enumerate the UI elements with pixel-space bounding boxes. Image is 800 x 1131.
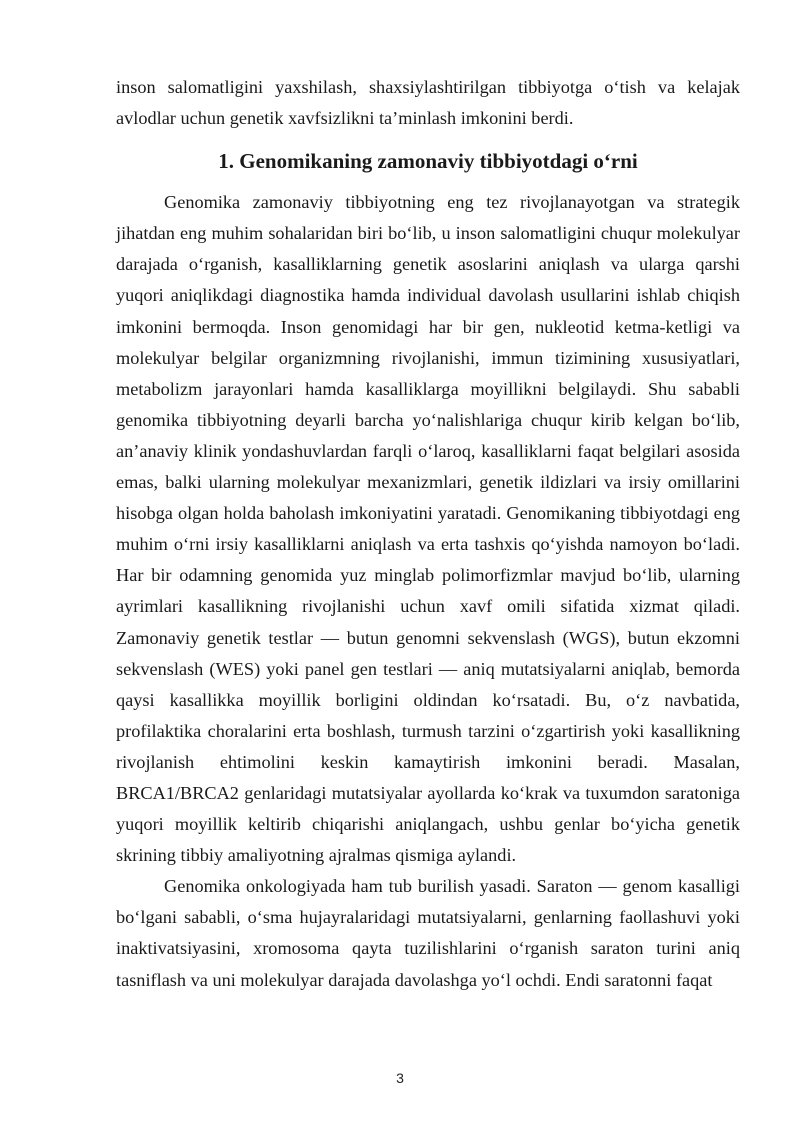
intro-paragraph: inson salomatligini yaxshilash, shaxsiylashtirilgan tibbiyotga o‘tish va kelajak avlodlar uchun genetik xavfsizlikni ta’minlash imkonini berdi.	[116, 77, 740, 129]
page-number: 3	[396, 1070, 404, 1086]
paragraph-genomics-role: Genomika zamonaviy tibbiyotning eng tez rivojlanayotgan va strategik jihatdan eng muhim sohalaridan biri bo‘lib, u inson salomatligini chuqur molekulyar darajada o‘rganish, kasalliklarning genetik asoslarini aniqlash va ularga qarshi yuqori aniqlikdagi diagnostika hamda individual davolash usullarini ishlab chiqish imkonini bermoqda. Inson genomidagi har bir gen, nukleotid ketma-ketligi va molekulyar belgilar organizmning rivojlanishi, immun tizimining xususiyatlari, metabolizm jarayonlari hamda kasalliklarga moyillikni belgilaydi. Shu sababli genomika tibbiyotning deyarli barcha yo‘nalishlariga chuqur kirib kelgan bo‘lib, an’anaviy klinik yondashuvlardan farqli o‘laroq, kasalliklarni faqat belgilari asosida emas, balki ularning molekulyar mexanizmlari, genetik ildizlari va irsiy omillarini hisobga olgan holda baholash imkoniyatini yaratadi. Genomikaning tibbiyotdagi eng muhim o‘rni irsiy kasalliklarni aniqlash va erta tashxis qo‘yishda namoyon bo‘ladi. Har bir odamning genomida yuz minglab polimorfizmlar mavjud bo‘lib, ularning ayrimlari kasallikning rivojlanishi uchun xavf omili sifatida xizmat qiladi. Zamonaviy genetik testlar — butun genomni sekvenslash (WGS), butun ekzomni sekvenslash (WES) yoki panel gen testlari — aniq mutatsiyalarni aniqlab, bemorda qaysi kasallikka moyillik borligini oldindan ko‘rsatadi. Bu, o‘z navbatida, profilaktika choralarini erta boshlash, turmush tarzini o‘zgartirish yoki kasallikning rivojlanish ehtimolini keskin kamaytirish imkonini beradi. Masalan, BRCA1/BRCA2 genlaridagi mutatsiyalar ayollarda ko‘krak va tuxumdon saratoniga yuqori moyillik keltirib chiqarishi aniqlangach, ushbu genlar bo‘yicha genetik skrining tibbiy amaliyotning ajralmas qismiga aylandi.	[116, 192, 740, 866]
paragraph-oncology: Genomika onkologiyada ham tub burilish yasadi. Saraton — genom kasalligi bo‘lgani sababli, o‘sma hujayralaridagi mutatsiyalarni, genlarning faollashuvi yoki inaktivatsiyasini, xromosoma qayta tuzilishlarini o‘rganish saraton turini aniq tasniflash va uni molekulyar darajada davolashga yo‘l ochdi. Endi saratonni faqat	[116, 876, 740, 990]
section-heading: 1. Genomikaning zamonaviy tibbiyotdagi o‘rni	[218, 149, 638, 174]
body-text	[116, 72, 740, 996]
